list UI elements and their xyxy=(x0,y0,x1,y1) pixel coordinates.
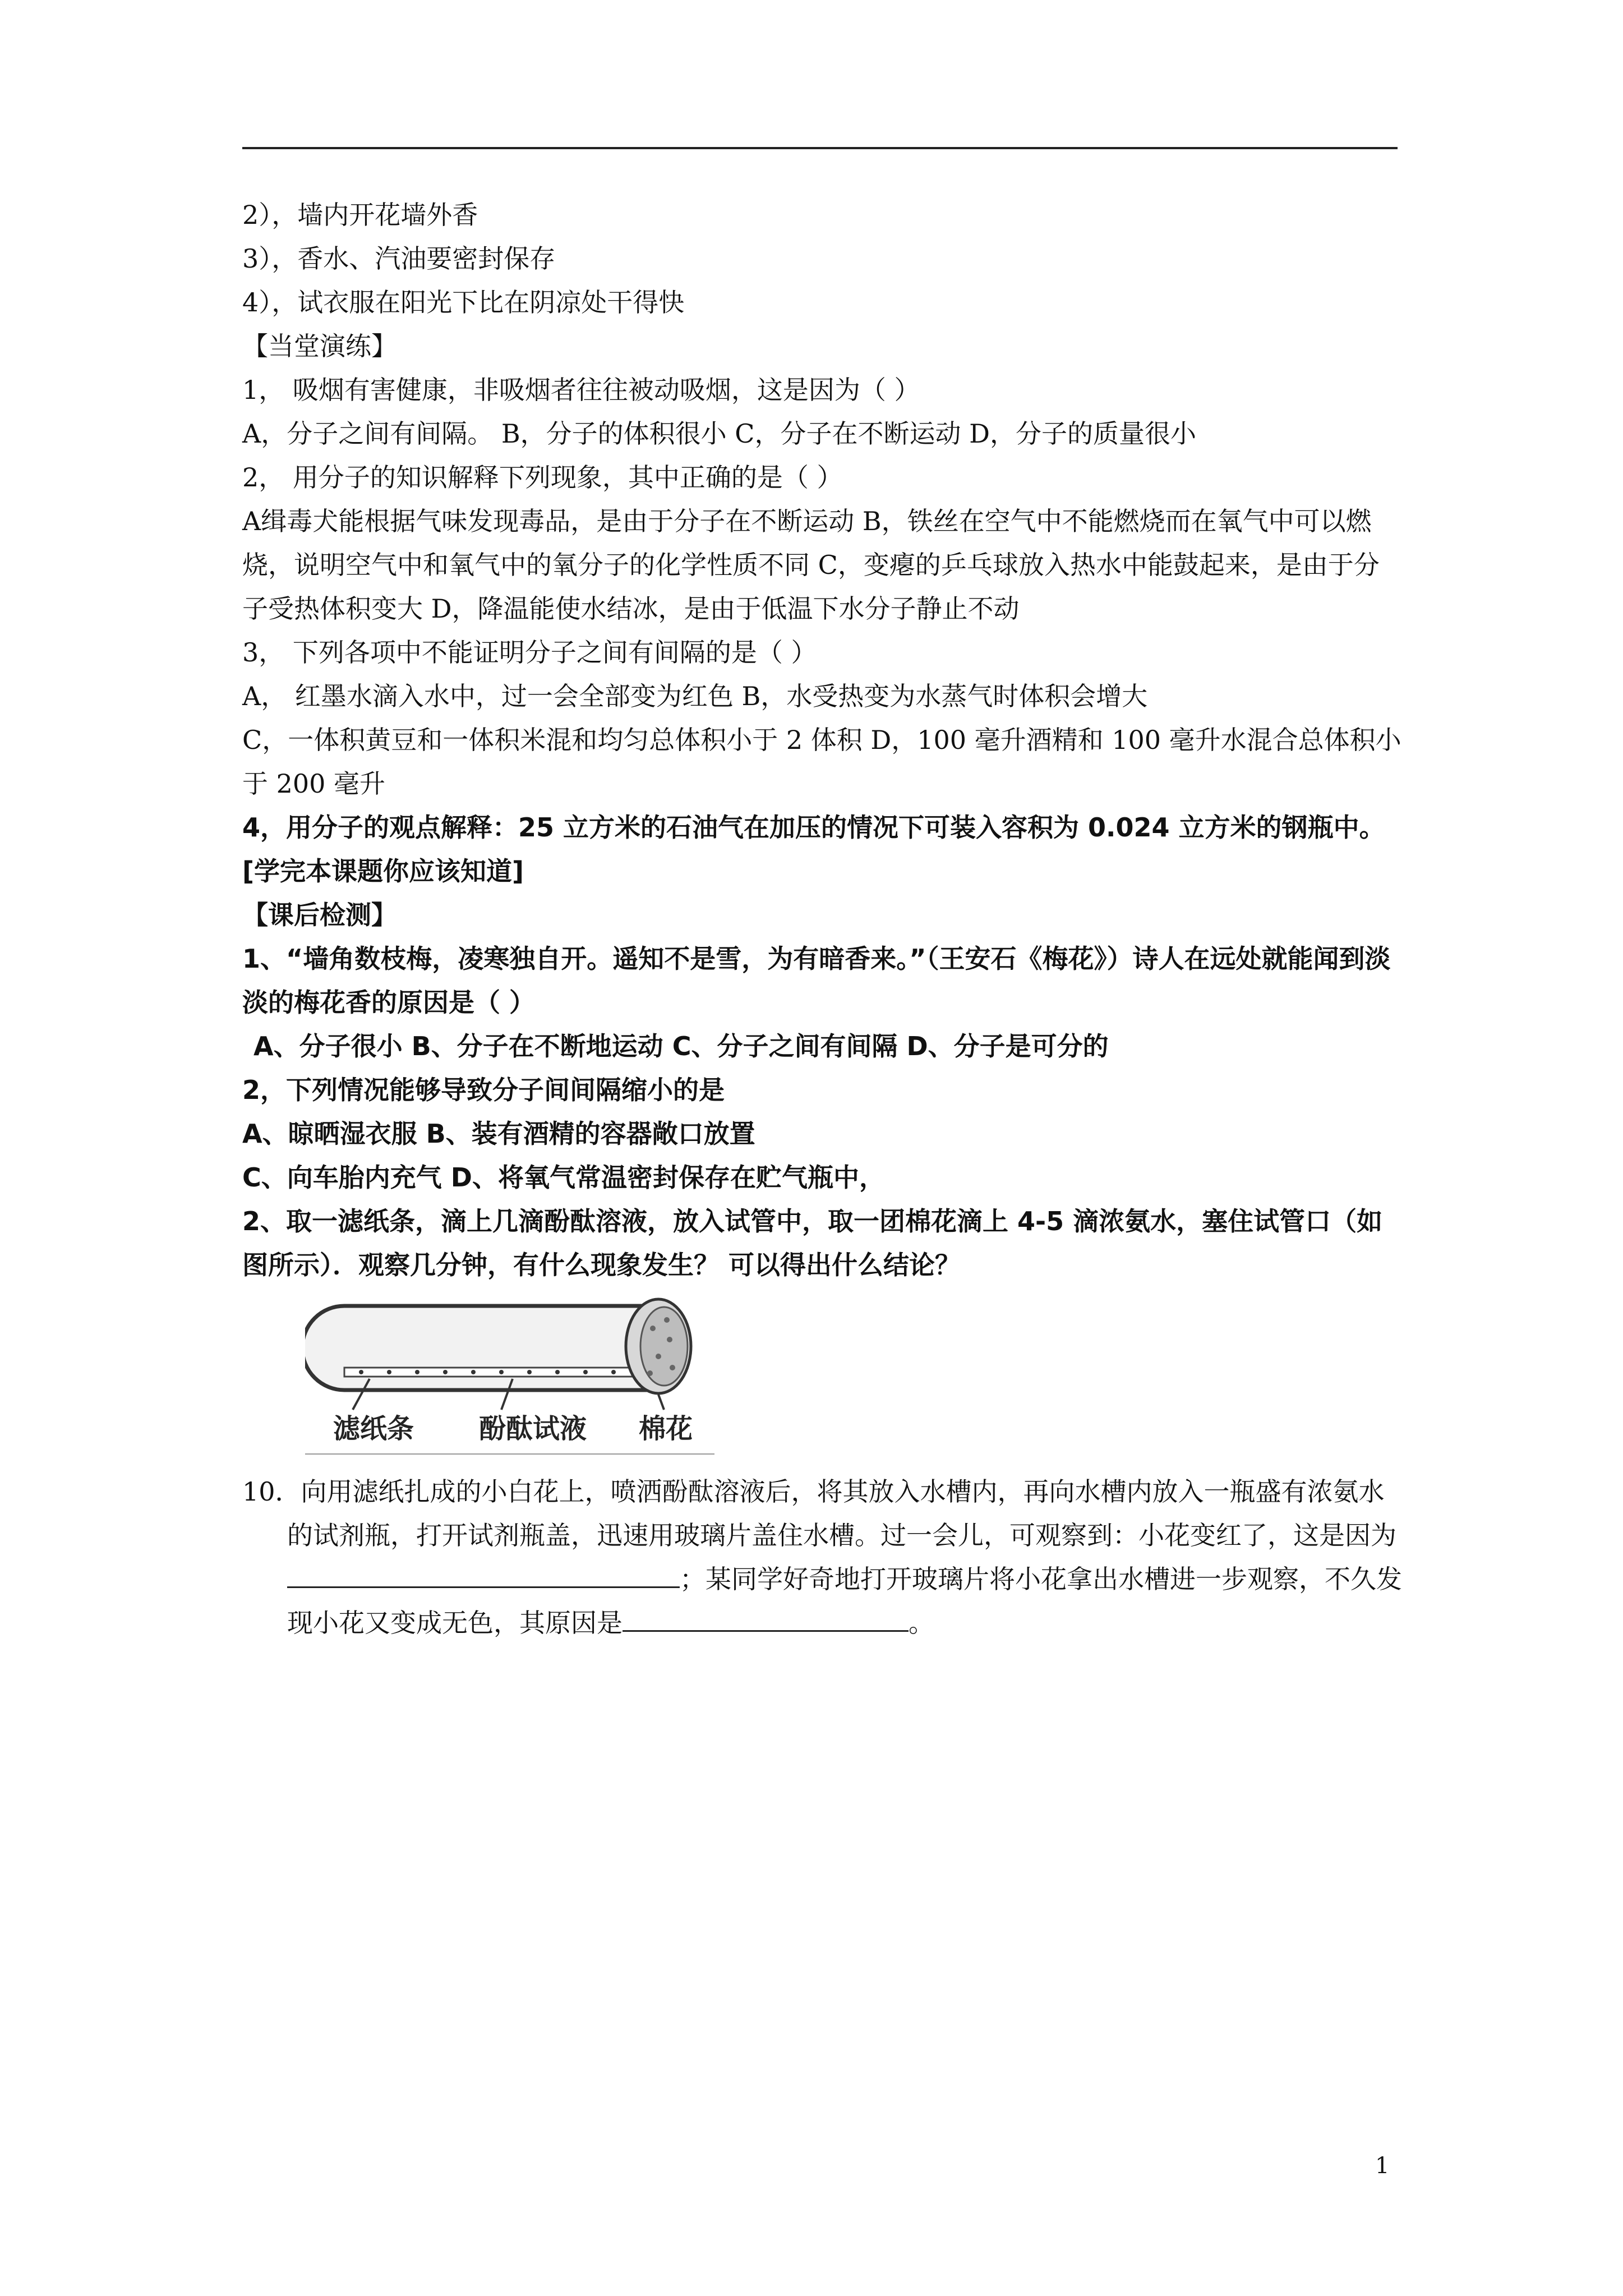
page-number: 1 xyxy=(1375,2153,1390,2179)
homework-question-2-options-ab: A、晾晒湿衣服 B、装有酒精的容器敞口放置 xyxy=(242,1119,755,1149)
homework-question-1: 1、“墙角数枝梅，凌寒独自开。遥知不是雪，为有暗香来。”（王安石《梅花》）诗人在远处就能闻到淡淡的梅花香的原因是（ ） xyxy=(242,944,1391,1018)
text-line-3: 3），香水、汽油要密封保存 xyxy=(242,243,556,274)
header-rule xyxy=(242,147,1398,149)
question-10-part-a: 10．向用滤纸扎成的小白花上，喷洒酚酞溶液后，将其放入水槽内，再向水槽内放入一瓶盛有浓氨水的试剂瓶，打开试剂瓶盖，迅速用玻璃片盖住水槽。过一会儿，可观察到：小花变红了，这是因为 xyxy=(242,1476,1396,1550)
question-3: 3， 下列各项中不能证明分子之间有间隔的是（ ） xyxy=(242,637,817,668)
test-tube-figure xyxy=(305,1295,714,1457)
know-heading: [学完本课题你应该知道] xyxy=(242,856,524,886)
question-3-options-cd: C，一体积黄豆和一体积米混和均匀总体积小于 2 体积 D，100 毫升酒精和 100 毫升水混合总体积小于 200 毫升 xyxy=(242,725,1401,799)
question-2: 2， 用分子的知识解释下列现象，其中正确的是（ ） xyxy=(242,462,843,493)
homework-question-2-options-cd: C、向车胎内充气 D、将氧气常温密封保存在贮气瓶中， xyxy=(242,1162,885,1193)
question-10 xyxy=(242,1470,1403,1645)
question-10-part-c: 。 xyxy=(909,1608,934,1638)
homework-question-3: 2、取一滤纸条，滴上几滴酚酞溶液，放入试管中，取一团棉花滴上 4-5 滴浓氨水，塞住试管口（如图所示）．观察几分钟，有什么现象发生？ 可以得出什么结论？ xyxy=(242,1206,1383,1280)
text-line-4: 4），试衣服在阳光下比在阴凉处干得快 xyxy=(242,287,685,318)
homework-question-2: 2，下列情况能够导致分子间间隔缩小的是 xyxy=(242,1075,725,1105)
figure-label-filter-paper: 滤纸条 xyxy=(333,1413,414,1444)
question-2-options: A缉毒犬能根据气味发现毒品，是由于分子在不断运动 B，铁丝在空气中不能燃烧而在氧气中可以燃烧，说明空气中和氧气中的氧分子的化学性质不同 C，变瘪的乒乓球放入热水中能鼓起来，是由于分子受热体积变大 D，降温能使水结冰，是由于低温下水分子静止不动 xyxy=(242,506,1380,624)
section-heading-after-class: 【课后检测】 xyxy=(242,900,397,930)
question-1-options: A，分子之间有间隔。 B，分子的体积很小 C，分子在不断运动 D，分子的质量很小 xyxy=(242,418,1196,449)
document-body xyxy=(242,193,1403,1645)
question-3-options-ab: A， 红墨水滴入水中，过一会全部变为红色 B，水受热变为水蒸气时体积会增大 xyxy=(242,681,1148,711)
question-4: 4，用分子的观点解释：25 立方米的石油气在加压的情况下可装入容积为 0.024 立方米的钢瓶中。 xyxy=(242,812,1385,843)
figure-label-cotton: 棉花 xyxy=(639,1413,693,1444)
figure-label-phenolphthalein: 酚酞试液 xyxy=(479,1413,587,1444)
answer-blank-2[interactable] xyxy=(623,1602,909,1632)
homework-question-1-options: A、分子很小 B、分子在不断地运动 C、分子之间有间隔 D、分子是可分的 xyxy=(253,1031,1109,1061)
question-10-part-b: ；某同学好奇地打开玻璃片将小花拿出水槽进一步观察，不久发现小花又变成无色，其原因是 xyxy=(287,1564,1402,1638)
answer-blank-1[interactable] xyxy=(287,1558,680,1588)
text-line-2: 2），墙内开花墙外香 xyxy=(242,200,478,230)
question-1: 1， 吸烟有害健康，非吸烟者往往被动吸烟，这是因为（ ） xyxy=(242,375,920,405)
section-heading-classroom-practice: 【当堂演练】 xyxy=(242,331,397,361)
